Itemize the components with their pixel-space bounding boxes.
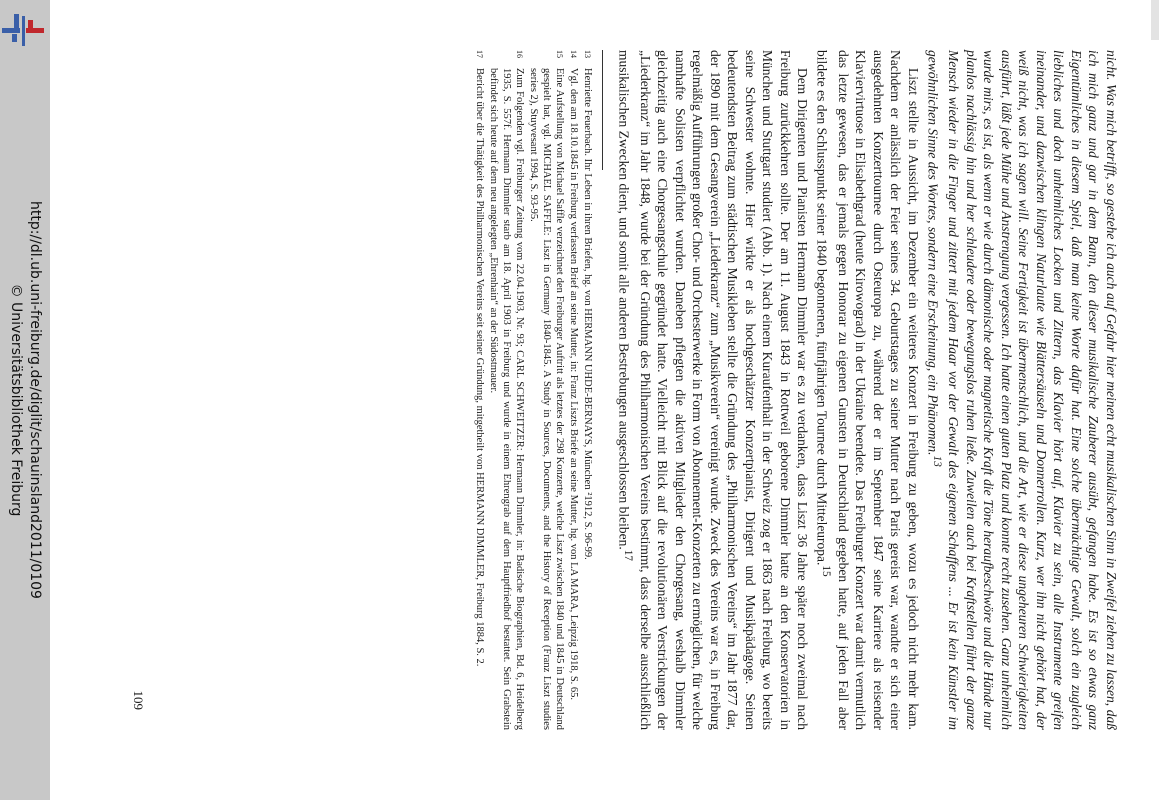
footnote: 14 Vgl. den am 18.10.1845 in Freiburg verfassten Brief an seine Mutter, in: Franz Liszts Briefe an seine Mutter, hg. von LA MARA, Leipzig 1918, S. 65. <box>568 50 580 701</box>
scrollbar-edge[interactable] <box>1151 0 1159 40</box>
footnote-divider <box>603 50 604 170</box>
paragraph-quote: nicht. Was mich betrifft, so gestehe ich auch auf Gefahr hier meinen echt musikalischen Sinn in Zweifel ziehen zu lassen, daß ich mich ganz und gar in dem Bann, den dieser musikalische Zauberer ausübt, gefangen habe. Es ist so etwas ganz Eigentümliches in diesem Spiel, daß man keine Worte dafür hat. Eine solche übermächtige Gewalt, solch ein zugleich liebliches und doch unheimliches Locken und Zittern, das Klavier hört auf, Klavier zu sein, alle Instrumente greifen ineinander, und dazwischen klingen Naturlaute wie Blättersäuseln und Donnerrollen. Kurz, wer ihn nicht gehört hat, der weiß nicht, was ich sagen will. Seine Fertigkeit ist übermenschlich, und die Art, wie er diese ungeheuren Schwierigkeiten ausführt, läßt jede Mühe und Anstrengung vergessen. Ich hatte einen guten Platz und konnte recht zusehen. Ganz unheimlich wurde mirs, es ist, als wenn er wie durch dämonische oder magnetische Kraft die Töne heraufbeschwöre und die Hände nur planlos nachlässig hin und her schleudere oder bewegungslos ruhen ließe. Zuweilen auch bei Kraftstellen führt der ganze Mensch wieder in die Finger und zittert mit jedem Haar vor der Gewalt des eigenen Schaffens ... Er ist kein Künstler im gewöhnlichen Sinne des Wortes, sondern eine Erscheinung, ein Phänomen.$^{13}$ <box>925 50 1119 730</box>
footnote: 13 Henriette Feuerbach. Ihr Leben in ihren Briefen, hg. von HERMANN UHDE-BERNAYS, München ²1912, S. 96-99. <box>582 50 594 560</box>
footnotes <box>474 50 595 730</box>
footnote: 15 Eine Aufstellung von Michael Saffle verzeichnet den Freiburger Auftritt als letztes der 298 Konzerte, welche Liszt zwischen 1840 und 1845 in Deutschland gespielt hat, vgl. MICHAEL SAFFLE: Liszt in Germany 1840-1845. A Study in Sources, Documents, and the History of Reception (Franz Liszt studies series 2), Stuyvesant 1994, S. 93-95. <box>528 50 566 730</box>
document-page <box>130 30 1130 750</box>
footnote: 16 Zum Folgenden vgl. Freiburger Zeitung vom 22.04.1903, Nr. 93; CARL SCHWEITZER: Hermann Dimmler, in: Badische Biographien, Bd. 6, Heidelberg 1935, S. 557f. Hermann Dimmler starb am 18. April 1903 in Freiburg und wurde in einem Ehrengrab auf dem Hauptfriedhof bestattet. Sein Grabstein befindet sich heute auf dem neu angelegten „Ehrenhain“ an der Südostmauer. <box>488 50 526 730</box>
sidebar-text <box>2 0 48 800</box>
paragraph-liszt: Liszt stellte in Aussicht, im Dezember ein weiteres Konzert in Freiburg zu geben, wozu es jedoch nicht mehr kam. Nachdem er anlässlich der Feier seines 34. Geburtstages zu seiner Mutter nach Paris gereist war, wandte er sich einer ausgedehnten Konzerttournee durch Osteuropa zu, während der er im September 1847 seine Karriere als reisender Klaviervirtuose in Elisabethgrad (heute Kirowograd) in der Ukraine beendete. Das Freiburger Konzert war damit vermutlich das letzte gewesen, das er jemals gegen Honorar zu eigenen Gunsten in Deutschland gegeben hatte, auf jeden Fall aber bildete es den Schlusspunkt seiner 1840 begonnenen, fünfjährigen Tournee durch Mitteleuropa.$^{15}$ <box>815 50 921 730</box>
footnote: 17 Bericht über die Thätigkeit des Philharmonischen Vereins seit seiner Gründung, mitgetheilt von HERMANN DIMMLER, Freiburg 1884, S. 2. <box>474 50 486 667</box>
copyright-text: © Universitätsbibliothek Freiburg <box>8 283 24 517</box>
document-viewport <box>110 20 1150 800</box>
page-number: 109 <box>131 690 147 710</box>
source-url-link[interactable]: http://dl.ub.uni-freiburg.de/diglit/schauinsland2011/0109 <box>27 201 43 599</box>
sidebar <box>0 0 50 800</box>
paragraph-dimmler: Dem Dirigenten und Pianisten Hermann Dimmler war es zu verdanken, dass Liszt 36 Jahre später noch zweimal nach Freiburg zurückkehren sollte. Der am 11. August 1843 in Rottweil geborene Dimmler hatte an den Konservatorien in München und Stuttgart studiert (Abb. 1). Nach einem Kuraufenthalt in der Schweiz zog er 1863 nach Freiburg, wo bereits seine Schwester wohnte. Hier wirkte er als hochgeschätzter Konzertpianist, Dirigent und Musikpädagoge. Seinen bedeutendsten Beitrag zum städtischen Musikleben stellte die Gründung des „Philharmonischen Vereins“ im Jahr 1877 dar, der 1890 mit dem Gesangverein „Liederkranz“ zum „Musikverein“ vereinigt wurde. Zweck des Vereins war es, in Freiburg regelmäßig Aufführungen großer Chor- und Orchesterwerke in Form von Abonnement-Konzerten zu ermöglichen, für welche namhafte Solisten verpflichtet wurden. Daneben pflegten die aktiven Mitglieder den Chorgesang, weshalb Dimmler gleichzeitig auch eine Chorgesangschule gegründet hatte. Vielleicht mit Blick auf die revolutionären Verstrickungen der „Liederkranz“ im Jahr 1848, wurde bei der Gründung des Philharmonischen Vereins bestimmt, dass derselbe ausschließlich musikalischen Zwecken dient, und somit alle anderen Bestrebungen ausgeschlossen bleiben.$^{17}$ <box>617 50 811 730</box>
